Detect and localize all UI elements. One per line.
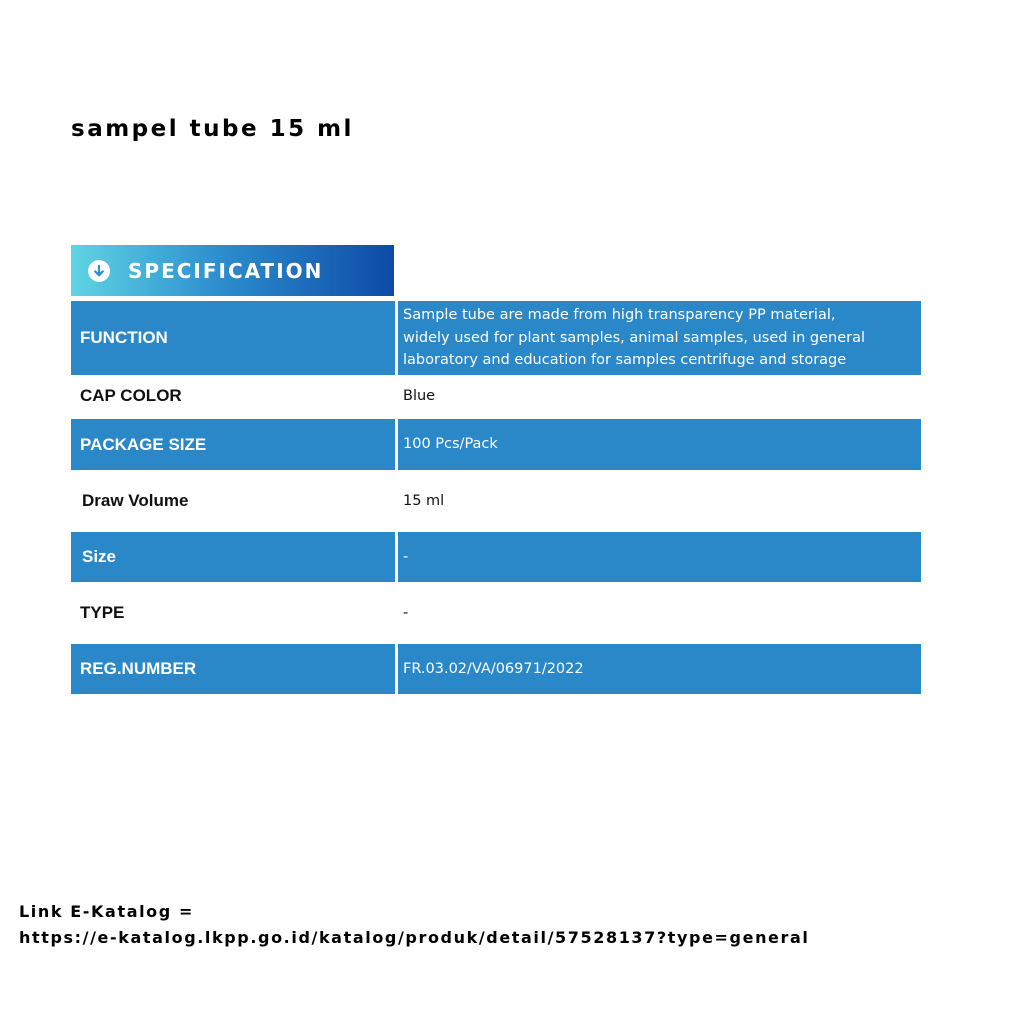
spec-value-type: - — [398, 588, 921, 638]
specification-label: SPECIFICATION — [128, 258, 324, 283]
spec-value-function — [398, 301, 921, 375]
spec-value-reg-number: FR.03.02/VA/06971/2022 — [398, 644, 921, 694]
spec-row-reg-number — [71, 644, 921, 694]
ekatalog-link[interactable]: https://e-katalog.lkpp.go.id/katalog/produk/detail/57528137?type=general — [19, 928, 810, 947]
spec-label-cap-color: CAP COLOR — [71, 375, 395, 417]
spec-label-reg-number: REG.NUMBER — [71, 644, 395, 694]
specification-header — [71, 245, 394, 296]
spec-row-type — [71, 588, 921, 638]
spec-row-size — [71, 532, 921, 582]
arrow-down-circle-icon — [88, 260, 110, 282]
spec-value-size: - — [398, 532, 921, 582]
spec-value-package-size: 100 Pcs/Pack — [398, 419, 921, 470]
spec-label-draw-volume: Draw Volume — [71, 476, 395, 526]
spec-value-draw-volume: 15 ml — [398, 476, 921, 526]
spec-row-package-size — [71, 419, 921, 470]
function-line-3: laboratory and education for samples centrifuge and storage — [403, 352, 847, 369]
spec-value-cap-color: Blue — [398, 375, 921, 417]
spec-row-cap-color — [71, 375, 921, 417]
footer-ekatalog — [19, 899, 809, 951]
spec-label-size: Size — [71, 532, 395, 582]
footer-link-label: Link E-Katalog = — [19, 902, 194, 921]
spec-label-function: FUNCTION — [71, 301, 395, 375]
page-title: sampel tube 15 ml — [71, 116, 354, 142]
spec-row-draw-volume — [71, 476, 921, 526]
spec-row-function — [71, 301, 921, 375]
function-line-1: Sample tube are made from high transparency PP material, — [403, 307, 836, 324]
spec-label-package-size: PACKAGE SIZE — [71, 419, 395, 470]
function-line-2: widely used for plant samples, animal samples, used in general — [403, 329, 866, 346]
spec-label-type: TYPE — [71, 588, 395, 638]
